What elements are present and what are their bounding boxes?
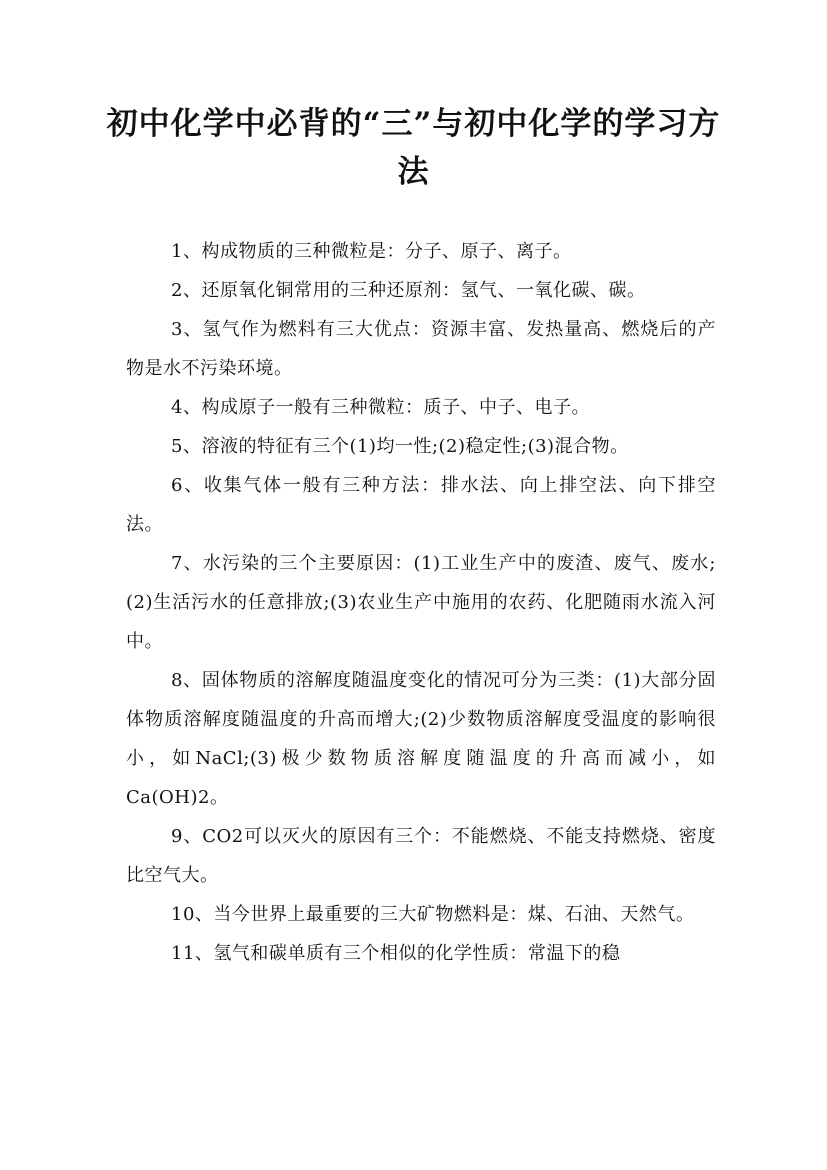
paragraph-4: 4、构成原子一般有三种微粒：质子、中子、电子。 [171, 397, 590, 418]
paragraph-2: 2、还原氧化铜常用的三种还原剂：氢气、一氧化碳、碳。 [171, 280, 646, 301]
paragraph-7: 7、水污染的三个主要原因：(1)工业生产中的废渣、废气、废水;(2)生活污水的任意排放;(3)农业生产中施用的农药、化肥随雨水流入河中。 [126, 553, 716, 652]
paragraph-5: 5、溶液的特征有三个(1)均一性;(2)稳定性;(3)混合物。 [171, 436, 629, 457]
document-title: 初中化学中必背的“三”与初中化学的学习方法 [106, 106, 721, 190]
paragraph-1: 1、构成物质的三种微粒是：分子、原子、离子。 [171, 241, 572, 262]
paragraph-3: 3、氢气作为燃料有三大优点：资源丰富、发热量高、燃烧后的产物是水不污染环境。 [126, 319, 716, 379]
document-body [126, 232, 716, 973]
paragraph-6: 6、收集气体一般有三种方法：排水法、向上排空法、向下排空法。 [126, 475, 716, 535]
paragraph-11: 11、氢气和碳单质有三个相似的化学性质：常温下的稳 [171, 943, 621, 964]
paragraph-9: 9、CO2可以灭火的原因有三个：不能燃烧、不能支持燃烧、密度比空气大。 [126, 826, 716, 886]
paragraph-10: 10、当今世界上最重要的三大矿物燃料是：煤、石油、天然气。 [171, 904, 695, 925]
paragraph-8: 8、固体物质的溶解度随温度变化的情况可分为三类：(1)大部分固体物质溶解度随温度的升高而增大;(2)少数物质溶解度受温度的影响很小，如NaCl;(3)极少数物质溶解度随温度的升高而减小，如Ca(OH)2。 [126, 670, 716, 808]
